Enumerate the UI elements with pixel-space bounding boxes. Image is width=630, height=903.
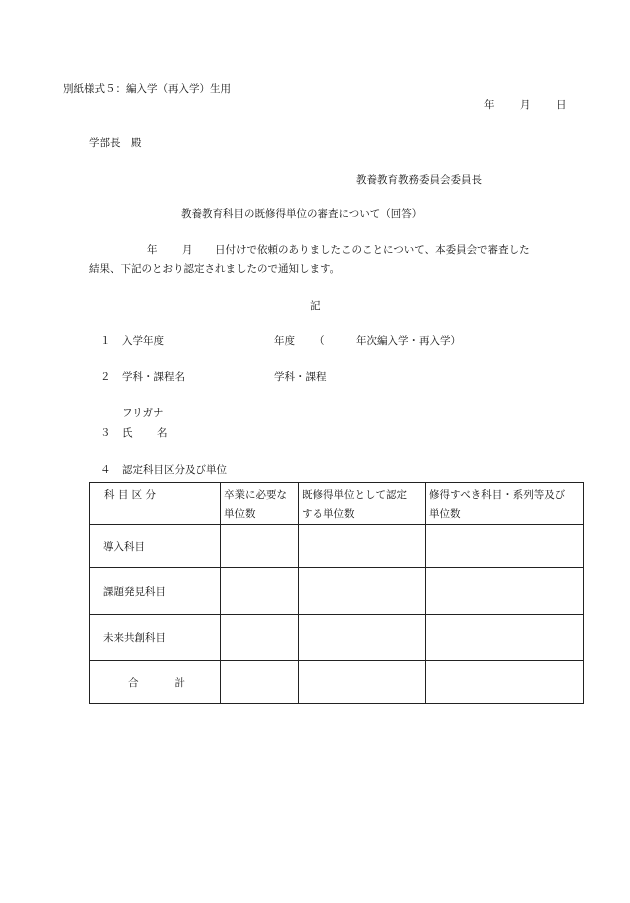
row-label-future-cocreation: 未来共創科目 (90, 615, 221, 661)
date-month-label: 月 (520, 99, 531, 111)
addressee: 学部長 殿 (89, 137, 142, 149)
form-label: 別紙様式５：編入学（再入学）生用 (63, 83, 231, 95)
cell-recognized-credits (299, 661, 426, 704)
item2-label: 学科・課程名 (122, 371, 185, 383)
item3-number: ３ (100, 427, 111, 439)
table-row (90, 525, 584, 568)
item1-label: 入学年度 (122, 335, 164, 347)
item1-number: １ (100, 335, 111, 347)
cell-required-subjects (426, 615, 584, 661)
cell-required-credits (221, 661, 299, 704)
cell-required-subjects (426, 661, 584, 704)
cell-recognized-credits (299, 615, 426, 661)
cell-required-credits (221, 525, 299, 568)
item1-paren: （ (314, 335, 325, 347)
item3-furigana: フリガナ (122, 407, 164, 419)
table-header-row (90, 483, 584, 525)
total-char-b: 計 (174, 676, 185, 689)
header-required-subjects: 修得すべき科目・系列等及び 単位数 (426, 483, 584, 525)
total-char-a: 合 (128, 676, 139, 689)
cell-required-subjects (426, 568, 584, 615)
header-required-credits: 卒業に必要な 単位数 (221, 483, 299, 525)
row-label-problem-discovery: 課題発見科目 (90, 568, 221, 615)
body-year: 年 (147, 244, 158, 256)
row-label-total (90, 661, 221, 704)
cell-required-credits (221, 568, 299, 615)
item2-number: ２ (100, 371, 111, 383)
item3-label-name: 名 (157, 427, 168, 439)
item4-label: 認定科目区分及び単位 (122, 464, 227, 476)
sender: 教養教育教務委員会委員長 (356, 174, 482, 186)
cell-required-subjects (426, 525, 584, 568)
cell-recognized-credits (299, 525, 426, 568)
table-row (90, 615, 584, 661)
cell-required-credits (221, 615, 299, 661)
item1-year: 年度 (274, 335, 295, 347)
header-subject-category: 科 目 区 分 (90, 483, 221, 525)
body-line1: 日付けで依頼のありましたこのことについて、本委員会で審査した (215, 244, 530, 256)
item2-value: 学科・課程 (274, 371, 327, 383)
table-total-row (90, 661, 584, 704)
body-line2: 結果、下記のとおり認定されましたので通知します。 (89, 263, 341, 275)
date-year-label: 年 (484, 99, 495, 111)
credit-table (89, 482, 584, 704)
document-title: 教養教育科目の既修得単位の審査について（回答） (181, 208, 423, 220)
item1-note: 年次編入学・再入学） (356, 335, 461, 347)
ki-heading: 記 (310, 300, 321, 312)
table-row (90, 568, 584, 615)
body-month: 月 (182, 244, 193, 256)
item3-label-surname: 氏 (122, 427, 133, 439)
row-label-intro-subjects: 導入科目 (90, 525, 221, 568)
item4-number: ４ (100, 464, 111, 476)
header-recognized-credits: 既修得単位として認定 する単位数 (299, 483, 426, 525)
cell-recognized-credits (299, 568, 426, 615)
date-day-label: 日 (556, 99, 567, 111)
